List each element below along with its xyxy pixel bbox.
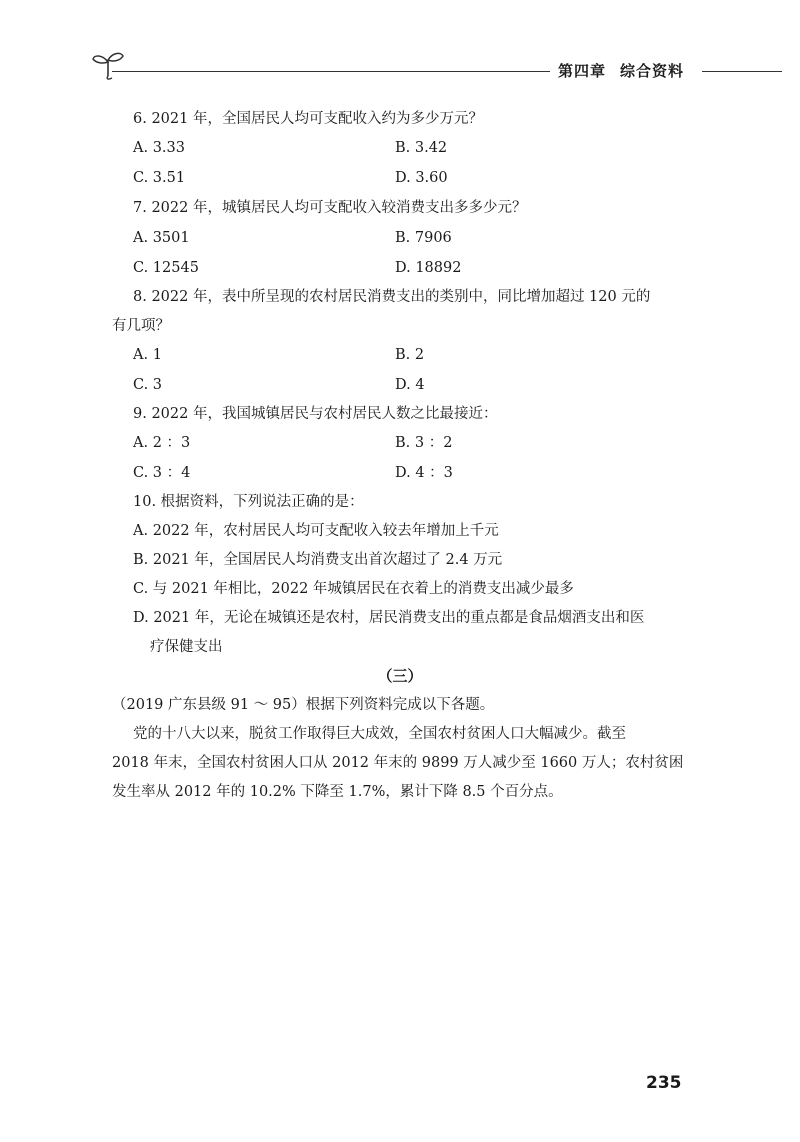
question-10-option-d-line-2: 疗保健支出	[150, 639, 223, 655]
question-8-option-d: D. 4	[395, 377, 425, 393]
question-6-option-c: C. 3.51	[133, 170, 186, 186]
question-9-option-d: D. 4 ：3	[395, 465, 453, 481]
header-rule-left	[112, 71, 550, 72]
question-9-option-a: A. 2 ：3	[133, 435, 191, 451]
question-7-stem: 7. 2022 年，城镇居民人均可支配收入较消费支出多多少元？	[133, 200, 527, 216]
question-7-option-d: D. 18892	[395, 260, 462, 276]
question-6-option-a: A. 3.33	[133, 140, 185, 156]
question-10-stem: 10. 根据资料，下列说法正确的是：	[133, 494, 364, 510]
question-7-option-a: A. 3501	[133, 230, 190, 246]
question-6-option-d: D. 3.60	[395, 170, 448, 186]
header-rule-right	[702, 71, 782, 72]
question-8-stem-line-1: 8. 2022 年，表中所呈现的农村居民消费支出的类别中，同比增加超过 120 元的	[133, 289, 651, 305]
question-6-stem: 6. 2021 年，全国居民人均可支配收入约为多少万元？	[133, 111, 483, 127]
sprout-icon	[88, 46, 128, 86]
section-intro: （2019 广东县级 91 ～ 95）根据下列资料完成以下各题。	[112, 697, 495, 713]
material-paragraph-line-2: 2018 年末，全国农村贫困人口从 2012 年末的 9899 万人减少至 1660 万人；农村贫困	[112, 755, 684, 771]
question-8-option-c: C. 3	[133, 377, 163, 393]
question-10-option-a: A. 2022 年，农村居民人均可支配收入较去年增加上千元	[133, 523, 499, 539]
question-7-option-c: C. 12545	[133, 260, 199, 276]
question-8-option-a: A. 1	[133, 347, 162, 363]
question-9-stem: 9. 2022 年，我国城镇居民与农村居民人数之比最接近：	[133, 406, 498, 422]
section-heading: （三）	[377, 667, 423, 685]
question-9-option-b: B. 3 ：2	[395, 435, 453, 451]
chapter-name: 综合资料	[620, 62, 685, 80]
question-8-stem-line-2: 有几项？	[112, 318, 170, 334]
question-7-option-b: B. 7906	[395, 230, 452, 246]
running-header	[0, 40, 800, 90]
question-6-option-b: B. 3.42	[395, 140, 448, 156]
material-paragraph-line-1: 党的十八大以来，脱贫工作取得巨大成效，全国农村贫困人口大幅减少。截至	[133, 726, 626, 742]
question-9-option-c: C. 3 ：4	[133, 465, 191, 481]
page-number: 235	[646, 1073, 682, 1093]
chapter-title	[558, 60, 684, 81]
question-8-option-b: B. 2	[395, 347, 425, 363]
question-10-option-c: C. 与 2021 年相比，2022 年城镇居民在衣着上的消费支出减少最多	[133, 581, 574, 597]
chapter-number: 第四章	[558, 62, 607, 80]
question-10-option-b: B. 2021 年，全国居民人均消费支出首次超过了 2.4 万元	[133, 552, 503, 568]
question-10-option-d-line-1: D. 2021 年，无论在城镇还是农村，居民消费支出的重点都是食品烟酒支出和医	[133, 610, 645, 626]
material-paragraph-line-3: 发生率从 2012 年的 10.2% 下降至 1.7%，累计下降 8.5 个百分点。	[112, 784, 563, 800]
